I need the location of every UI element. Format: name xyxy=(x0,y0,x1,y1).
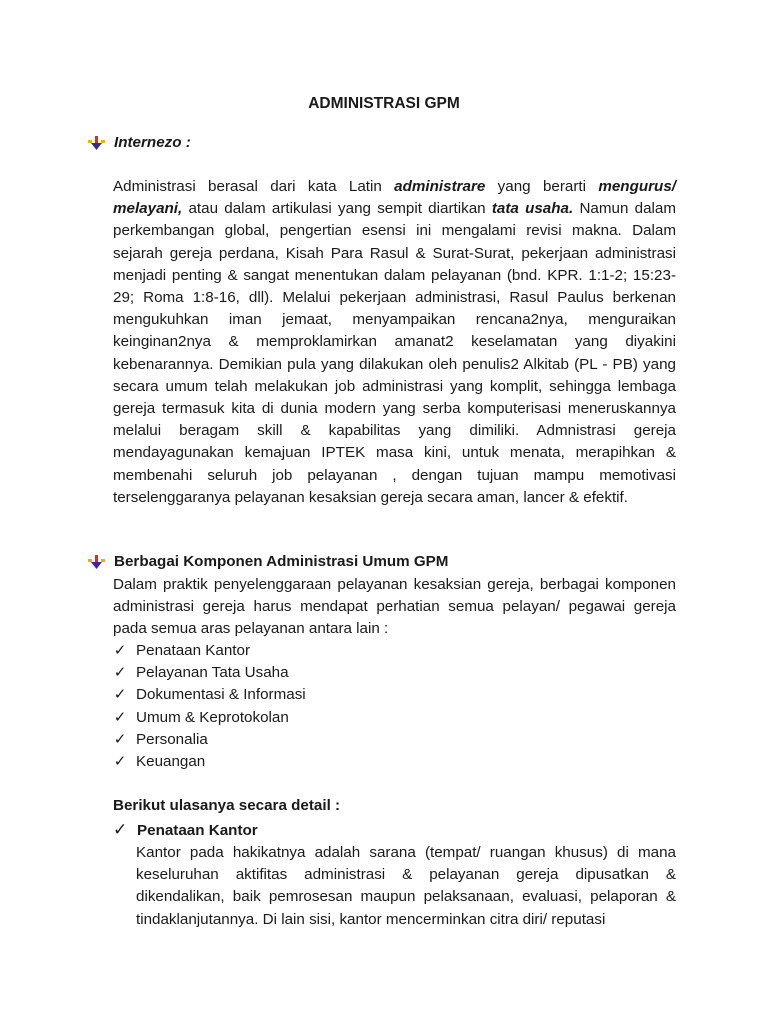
section-heading-text: Berbagai Komponen Administrasi Umum GPM xyxy=(114,553,449,570)
list-item xyxy=(113,640,306,662)
detail-intro: Berikut ulasanya secara detail : xyxy=(113,797,341,814)
list-item-label: Pelayanan Tata Usaha xyxy=(136,664,289,682)
detail-heading-text: Penataan Kantor xyxy=(137,821,258,839)
para-text: Administrasi berasal dari kata Latin xyxy=(113,178,395,195)
list-item-label: Personalia xyxy=(136,730,208,748)
penataan-kantor-paragraph: Kantor pada hakikatnya adalah sarana (tempat/ ruangan khusus) di mana keseluruhan aktifitas administrasi & pelayanan gereja dipusatkan & dikendalikan, baik pemrosesan maupun pelaksanaan, evaluasi, pelaporan & tindaklanjutannya. Di lain sisi, kantor mencerminkan citra diri/ reputasi xyxy=(136,844,676,928)
checkmark-icon: ✓ xyxy=(113,686,127,704)
para-text: Namun dalam perkembangan global, pengertian esensi ini mengalami revisi makna. Dalam sejarah gereja perdana, Kisah Para Rasul & Surat-Surat, pekerjaan administrasi menjadi penting & sangat menentukan dalam pelayanan (bnd. KPR. 1:1-2; 15:23-29; Roma 1:8-16, dll). Melalui pekerjaan administrasi, Rasul Paulus berkenan mengukuhkan iman jemaat, menyampaikan rencana2nya, menguraikan keinginan2nya & memproklamirkan amanat2 keselamatan yang diyakini kebenarannya. Demikian pula yang dilakukan oleh penulis2 Alkitab (PL - PB) yang secara umum telah melakukan job administrasi yang komplit, sehingga lembaga gereja termasuk kita di dunia modern yang serba komputerisasi meneruskannya melalui beragam skill & kapabilitas yang dimiliki. Admnistrasi gereja mendayagunakan kemajuan IPTEK masa kini, untuk menata, merapihkan & membenahi seluruh job pelayanan , dengan tujuan mampu memotivasi terselenggaranya pelayanan kesaksian gereja secara aman, lancer & efektif. xyxy=(113,200,677,506)
term-mengurus: mengurus/ melayani, xyxy=(113,178,676,218)
list-item-label: Umum & Keprotokolan xyxy=(136,708,289,726)
para-text: yang berarti xyxy=(485,178,599,195)
arrow-down-bullet-icon xyxy=(88,135,106,151)
list-item xyxy=(113,684,306,706)
list-item-label: Keuangan xyxy=(136,752,206,770)
komponen-paragraph: Dalam praktik penyelenggaraan pelayanan kesaksian gereja, berbagai komponen administrasi gereja harus mendapat perhatian semua pelayan/ pegawai gereja pada semua aras pelayanan antara lain : xyxy=(113,576,676,638)
internezo-paragraph xyxy=(113,176,676,509)
detail-heading-penataan-kantor xyxy=(113,820,258,840)
section-heading-komponen xyxy=(88,553,448,570)
list-item xyxy=(113,707,306,729)
list-item xyxy=(113,662,306,684)
term-administrare: administrare xyxy=(394,178,486,195)
checkmark-icon: ✓ xyxy=(113,708,127,726)
list-item-label: Dokumentasi & Informasi xyxy=(136,686,306,704)
list-item xyxy=(113,729,306,751)
checkmark-icon: ✓ xyxy=(113,730,127,748)
list-item-label: Penataan Kantor xyxy=(136,642,250,659)
para-text: atau dalam artikulasi yang sempit diartikan xyxy=(182,200,492,218)
checkmark-icon: ✓ xyxy=(113,752,127,770)
komponen-checklist xyxy=(113,640,306,773)
checkmark-icon: ✓ xyxy=(113,642,127,659)
arrow-down-bullet-icon xyxy=(88,554,106,570)
checkmark-icon: ✓ xyxy=(113,664,127,682)
list-item xyxy=(113,751,306,773)
section-heading-internezo xyxy=(88,134,191,151)
page-title: ADMINISTRASI GPM xyxy=(308,95,460,112)
section-heading-text: Internezo : xyxy=(114,134,191,151)
checkmark-icon: ✓ xyxy=(113,820,128,839)
term-tata-usaha: tata usaha. xyxy=(491,200,574,218)
